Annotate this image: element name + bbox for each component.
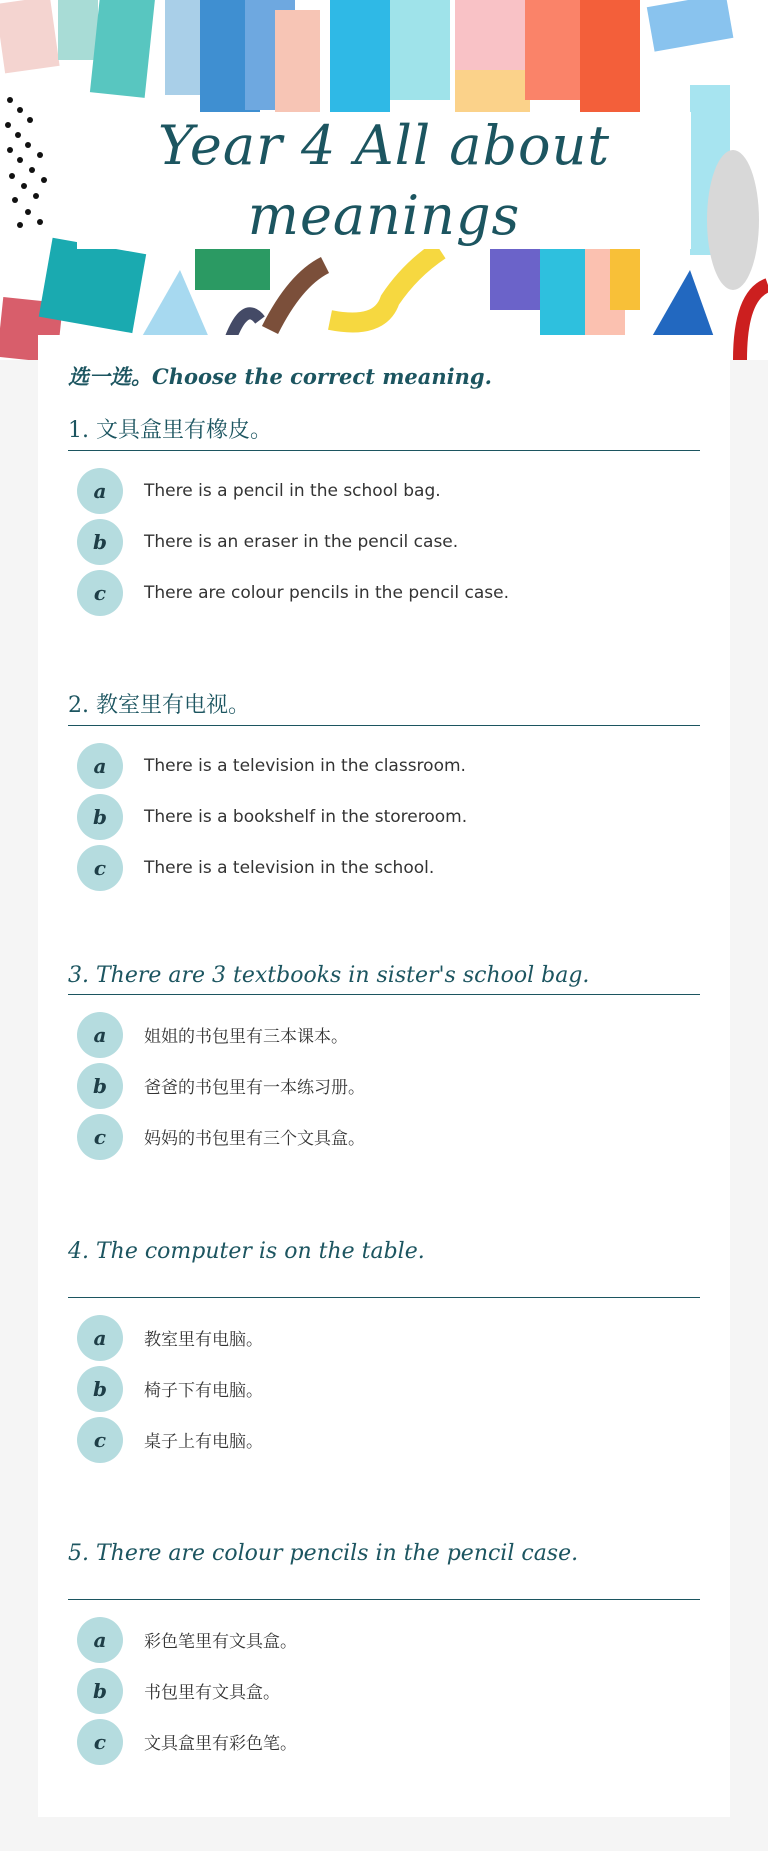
- option-c[interactable]: [68, 567, 700, 618]
- option-b[interactable]: [68, 1060, 700, 1111]
- option-letter-badge: a: [77, 468, 123, 514]
- option-text: There is a television in the school.: [144, 857, 435, 878]
- option-b[interactable]: [68, 516, 700, 567]
- option-c[interactable]: [68, 1414, 700, 1465]
- option-text: 彩色笔里有文具盒。: [144, 1632, 297, 1652]
- option-a[interactable]: [68, 1009, 700, 1060]
- question-5: [68, 1541, 700, 1767]
- question-4: [68, 1239, 700, 1465]
- option-b[interactable]: [68, 1665, 700, 1716]
- option-letter-badge: b: [77, 794, 123, 840]
- option-text: 椅子下有电脑。: [144, 1381, 263, 1401]
- title-box: [77, 112, 691, 249]
- option-text: 妈妈的书包里有三个文具盒。: [144, 1129, 365, 1149]
- option-list: [68, 1614, 700, 1767]
- option-letter-badge: c: [77, 1417, 123, 1463]
- option-text: 爸爸的书包里有一本练习册。: [144, 1078, 365, 1098]
- option-a[interactable]: [68, 740, 700, 791]
- option-letter-badge: a: [77, 1617, 123, 1663]
- page-title: Year 4 All about meanings: [157, 113, 611, 247]
- option-list: [68, 1312, 700, 1465]
- option-text: There is a bookshelf in the storeroom.: [144, 806, 468, 827]
- option-text: 书包里有文具盒。: [144, 1683, 280, 1703]
- option-list: [68, 465, 700, 618]
- question-3: [68, 963, 700, 1162]
- instruction-text: 选一选。Choose the correct meaning.: [68, 364, 492, 389]
- option-letter-badge: b: [77, 1668, 123, 1714]
- option-a[interactable]: [68, 1614, 700, 1665]
- option-a[interactable]: [68, 465, 700, 516]
- question-prompt: 5. There are colour pencils in the pencil case.: [68, 1541, 700, 1600]
- question-prompt: 1. 文具盒里有橡皮。: [68, 413, 700, 451]
- option-letter-badge: c: [77, 845, 123, 891]
- question-2: [68, 688, 700, 893]
- option-text: 姐姐的书包里有三本课本。: [144, 1027, 348, 1047]
- option-letter-badge: b: [77, 1063, 123, 1109]
- option-text: There is a pencil in the school bag.: [144, 480, 441, 501]
- question-prompt: 4. The computer is on the table.: [68, 1239, 700, 1298]
- question-prompt: 2. 教室里有电视。: [68, 688, 700, 726]
- option-list: [68, 1009, 700, 1162]
- option-letter-badge: b: [77, 519, 123, 565]
- option-letter-badge: b: [77, 1366, 123, 1412]
- quiz-card: [38, 335, 730, 1817]
- question-prompt: 3. There are 3 textbooks in sister's school bag.: [68, 963, 700, 995]
- option-b[interactable]: [68, 791, 700, 842]
- option-letter-badge: a: [77, 1012, 123, 1058]
- option-letter-badge: c: [77, 570, 123, 616]
- option-text: There are colour pencils in the pencil case.: [144, 582, 510, 603]
- option-letter-badge: a: [77, 1315, 123, 1361]
- option-c[interactable]: [68, 1111, 700, 1162]
- header-banner: [0, 0, 768, 360]
- option-a[interactable]: [68, 1312, 700, 1363]
- question-1: [68, 413, 700, 618]
- option-letter-badge: c: [77, 1719, 123, 1765]
- option-text: 桌子上有电脑。: [144, 1432, 263, 1452]
- option-letter-badge: c: [77, 1114, 123, 1160]
- option-text: 教室里有电脑。: [144, 1330, 263, 1350]
- option-b[interactable]: [68, 1363, 700, 1414]
- option-c[interactable]: [68, 842, 700, 893]
- option-text: There is an eraser in the pencil case.: [144, 531, 459, 552]
- option-text: 文具盒里有彩色笔。: [144, 1734, 297, 1754]
- option-text: There is a television in the classroom.: [144, 755, 466, 776]
- option-letter-badge: a: [77, 743, 123, 789]
- option-c[interactable]: [68, 1716, 700, 1767]
- option-list: [68, 740, 700, 893]
